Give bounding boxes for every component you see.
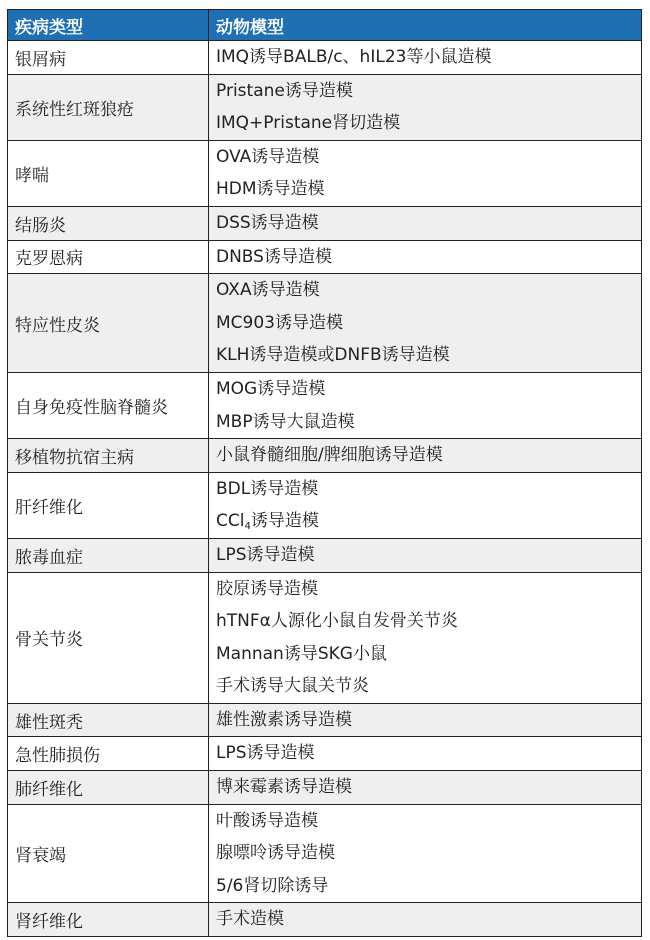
table-row [8, 274, 642, 373]
animal-model-item: MOG诱导造模 [216, 378, 326, 399]
animal-model-cell [209, 240, 642, 274]
animal-model-cell [209, 572, 642, 703]
table-row [8, 538, 642, 572]
header-disease-type: 疾病类型 [8, 10, 209, 41]
animal-model-cell [209, 41, 642, 75]
animal-model-item: Mannan诱导SKG小鼠 [216, 643, 387, 664]
animal-model-item: HDM诱导造模 [216, 179, 325, 200]
disease-type-cell: 自身免疫性脑脊髓炎 [8, 372, 209, 438]
table-row [8, 703, 642, 737]
animal-model-item: DNBS诱导造模 [216, 246, 332, 267]
animal-model-cell [209, 439, 642, 473]
animal-model-item: 手术造模 [216, 909, 284, 930]
disease-type-cell: 雄性斑秃 [8, 703, 209, 737]
animal-model-item: 雄性激素诱导造模 [216, 709, 352, 730]
disease-type-cell: 系统性红斑狼疮 [8, 74, 209, 140]
disease-type-cell: 肾衰竭 [8, 804, 209, 903]
animal-model-cell [209, 472, 642, 538]
disease-type-cell: 克罗恩病 [8, 240, 209, 274]
table-row [8, 140, 642, 206]
table-row [8, 804, 642, 903]
disease-type-cell: 肝纤维化 [8, 472, 209, 538]
animal-model-item: MBP诱导大鼠造模 [216, 411, 355, 432]
disease-type-cell: 急性肺损伤 [8, 737, 209, 771]
header-row [8, 10, 642, 41]
animal-model-item: 胶原诱导造模 [216, 578, 318, 599]
animal-model-item: 腺嘌呤诱导造模 [216, 843, 335, 864]
table-row [8, 472, 642, 538]
table-row [8, 41, 642, 75]
animal-model-item: 手术诱导大鼠关节炎 [216, 676, 369, 697]
animal-model-cell [209, 771, 642, 805]
animal-model-item: KLH诱导造模或DNFB诱导造模 [216, 345, 450, 366]
disease-type-cell: 骨关节炎 [8, 572, 209, 703]
disease-type-cell: 移植物抗宿主病 [8, 439, 209, 473]
disease-type-cell: 哮喘 [8, 140, 209, 206]
animal-model-item: IMQ+Pristane肾切造模 [216, 113, 401, 134]
animal-model-cell [209, 903, 642, 937]
animal-model-cell [209, 804, 642, 903]
header-animal-model: 动物模型 [209, 10, 642, 41]
animal-model-cell [209, 703, 642, 737]
animal-model-item: 5/6肾切除诱导 [216, 875, 329, 896]
animal-model-cell [209, 737, 642, 771]
table-row [8, 737, 642, 771]
table-row [8, 240, 642, 274]
disease-type-cell: 脓毒血症 [8, 538, 209, 572]
table-row [8, 74, 642, 140]
animal-model-item: BDL诱导造模 [216, 478, 319, 499]
table-header [8, 10, 642, 41]
animal-model-cell [209, 372, 642, 438]
disease-type-cell: 肾纤维化 [8, 903, 209, 937]
animal-model-item: LPS诱导造模 [216, 743, 315, 764]
animal-model-item: IMQ诱导BALB/c、hIL23等小鼠造模 [216, 47, 492, 67]
animal-model-item: 博来霉素诱导造模 [216, 777, 352, 798]
disease-type-cell: 结肠炎 [8, 206, 209, 240]
disease-model-table-container [7, 9, 641, 937]
animal-model-item: Pristane诱导造模 [216, 80, 353, 101]
animal-model-item: MC903诱导造模 [216, 312, 343, 333]
animal-model-cell [209, 140, 642, 206]
table-row [8, 372, 642, 438]
animal-model-item: OXA诱导造模 [216, 280, 320, 301]
animal-model-item: OVA诱导造模 [216, 146, 320, 167]
animal-model-item: 小鼠脊髓细胞/脾细胞诱导造模 [216, 445, 443, 466]
animal-model-item: LPS诱导造模 [216, 544, 315, 565]
table-row [8, 206, 642, 240]
animal-model-cell [209, 206, 642, 240]
animal-model-cell [209, 74, 642, 140]
animal-model-cell [209, 274, 642, 373]
animal-model-item: CCl$_4$诱导造模 [216, 511, 319, 533]
disease-model-table [7, 9, 642, 937]
table-row [8, 572, 642, 703]
disease-type-cell: 银屑病 [8, 41, 209, 75]
animal-model-cell [209, 538, 642, 572]
animal-model-item: DSS诱导造模 [216, 212, 319, 233]
disease-type-cell: 特应性皮炎 [8, 274, 209, 373]
table-body [8, 41, 642, 937]
table-row [8, 771, 642, 805]
disease-type-cell: 肺纤维化 [8, 771, 209, 805]
animal-model-item: hTNFα人源化小鼠自发骨关节炎 [216, 611, 458, 632]
table-row [8, 903, 642, 937]
table-row [8, 439, 642, 473]
animal-model-item: 叶酸诱导造模 [216, 810, 318, 831]
